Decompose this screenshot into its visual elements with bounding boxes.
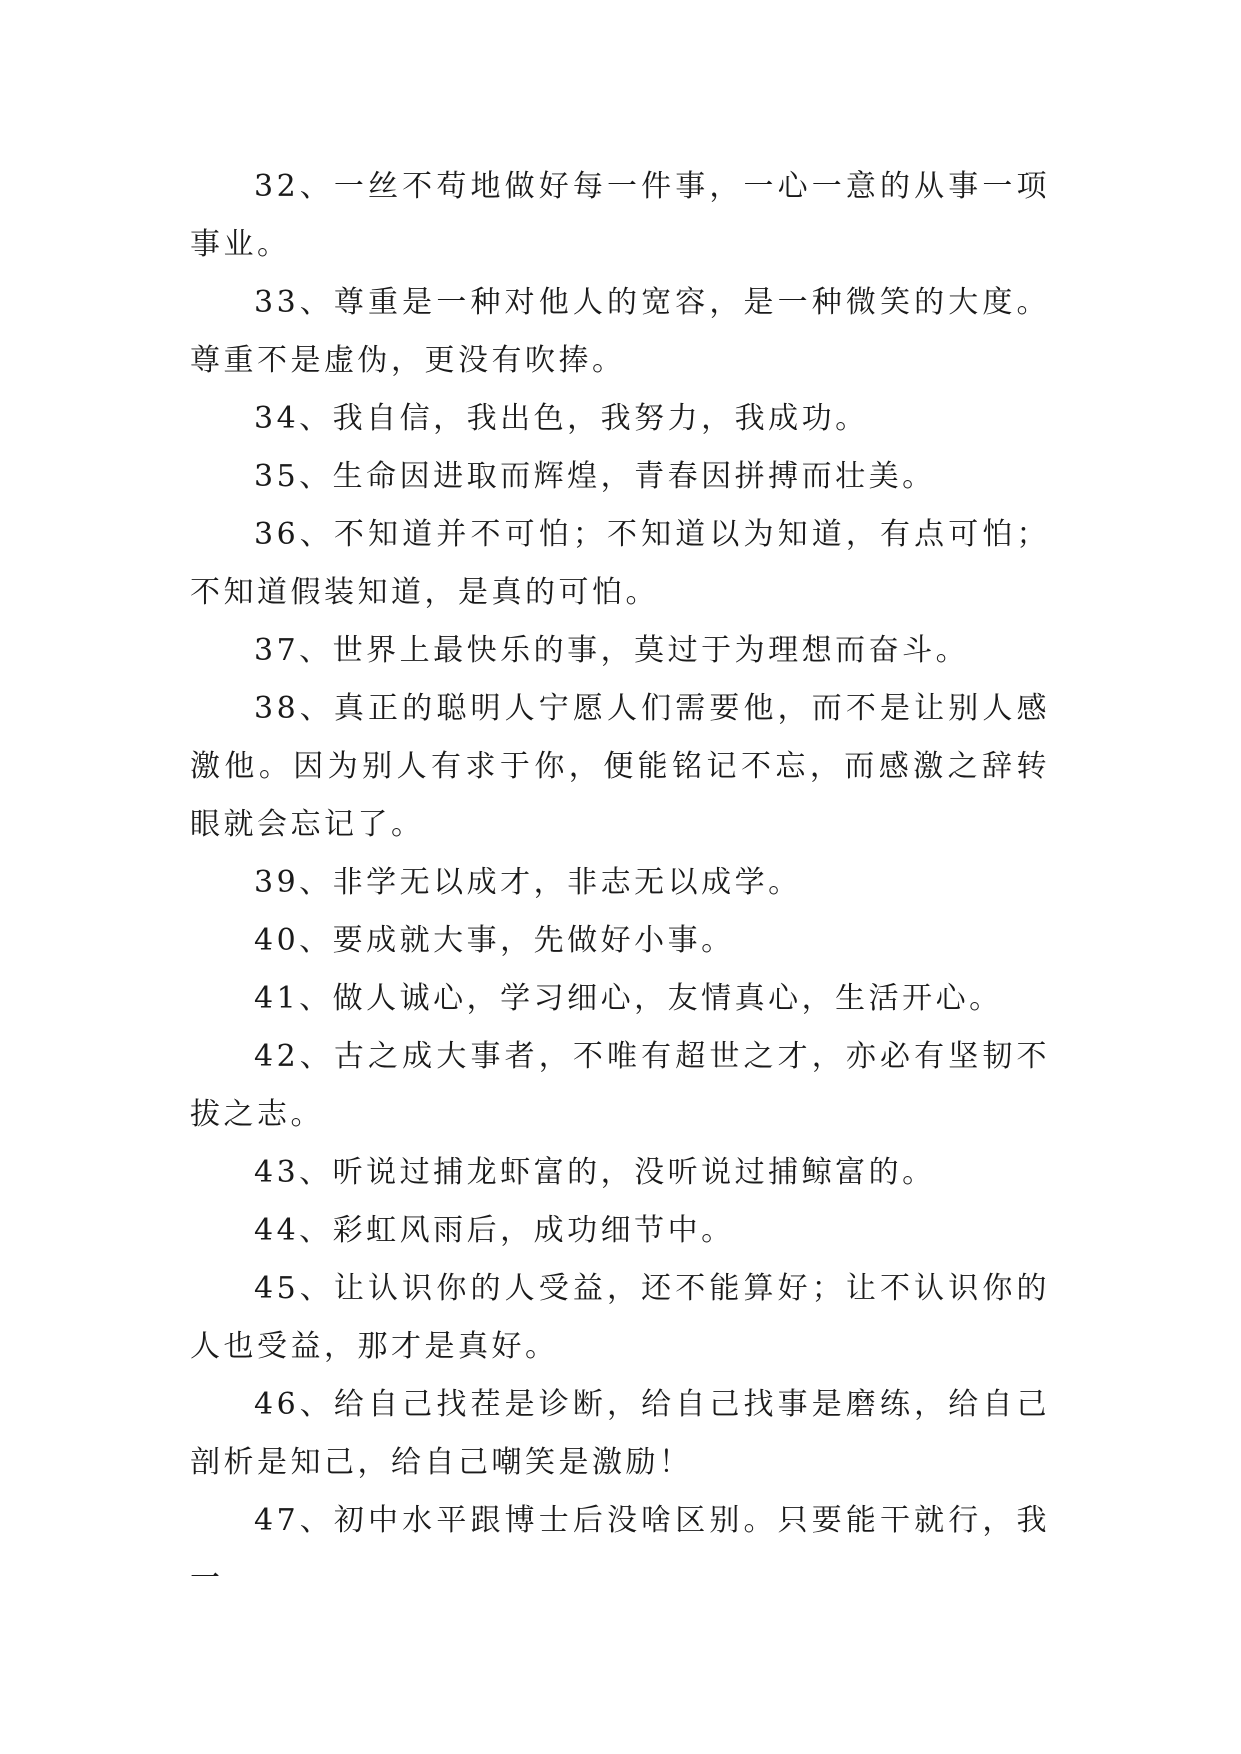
document-body [190,158,1050,1608]
paragraph-47: 47、初中水平跟博士后没啥区别。只要能干就行，我一 [190,1503,1050,1596]
paragraph-38: 38、真正的聪明人宁愿人们需要他，而不是让别人感激他。因为别人有求于你，便能铭记不忘，而感激之辞转眼就会忘记了。 [190,691,1050,842]
paragraph-45: 45、让认识你的人受益，还不能算好；让不认识你的人也受益，那才是真好。 [190,1271,1050,1364]
paragraph-32: 32、一丝不苟地做好每一件事，一心一意的从事一项事业。 [190,169,1050,262]
paragraph-34: 34、我自信，我出色，我努力，我成功。 [254,401,869,436]
paragraph-36: 36、不知道并不可怕；不知道以为知道，有点可怕；不知道假装知道，是真的可怕。 [190,517,1050,610]
paragraph-43: 43、听说过捕龙虾富的，没听说过捕鲸富的。 [254,1155,936,1190]
paragraph-42: 42、古之成大事者，不唯有超世之才，亦必有坚韧不拔之志。 [190,1039,1050,1132]
paragraph-40: 40、要成就大事，先做好小事。 [254,923,735,958]
paragraph-39: 39、非学无以成才，非志无以成学。 [254,865,802,900]
paragraph-41: 41、做人诚心，学习细心，友情真心，生活开心。 [254,981,1003,1016]
paragraph-46: 46、给自己找茬是诊断，给自己找事是磨练，给自己剖析是知己，给自己嘲笑是激励！ [190,1387,1050,1480]
paragraph-37: 37、世界上最快乐的事，莫过于为理想而奋斗。 [254,633,970,668]
paragraph-35: 35、生命因进取而辉煌，青春因拼搏而壮美。 [254,459,936,494]
paragraph-44: 44、彩虹风雨后，成功细节中。 [254,1213,735,1248]
paragraph-33: 33、尊重是一种对他人的宽容，是一种微笑的大度。尊重不是虚伪，更没有吹捧。 [190,285,1050,378]
